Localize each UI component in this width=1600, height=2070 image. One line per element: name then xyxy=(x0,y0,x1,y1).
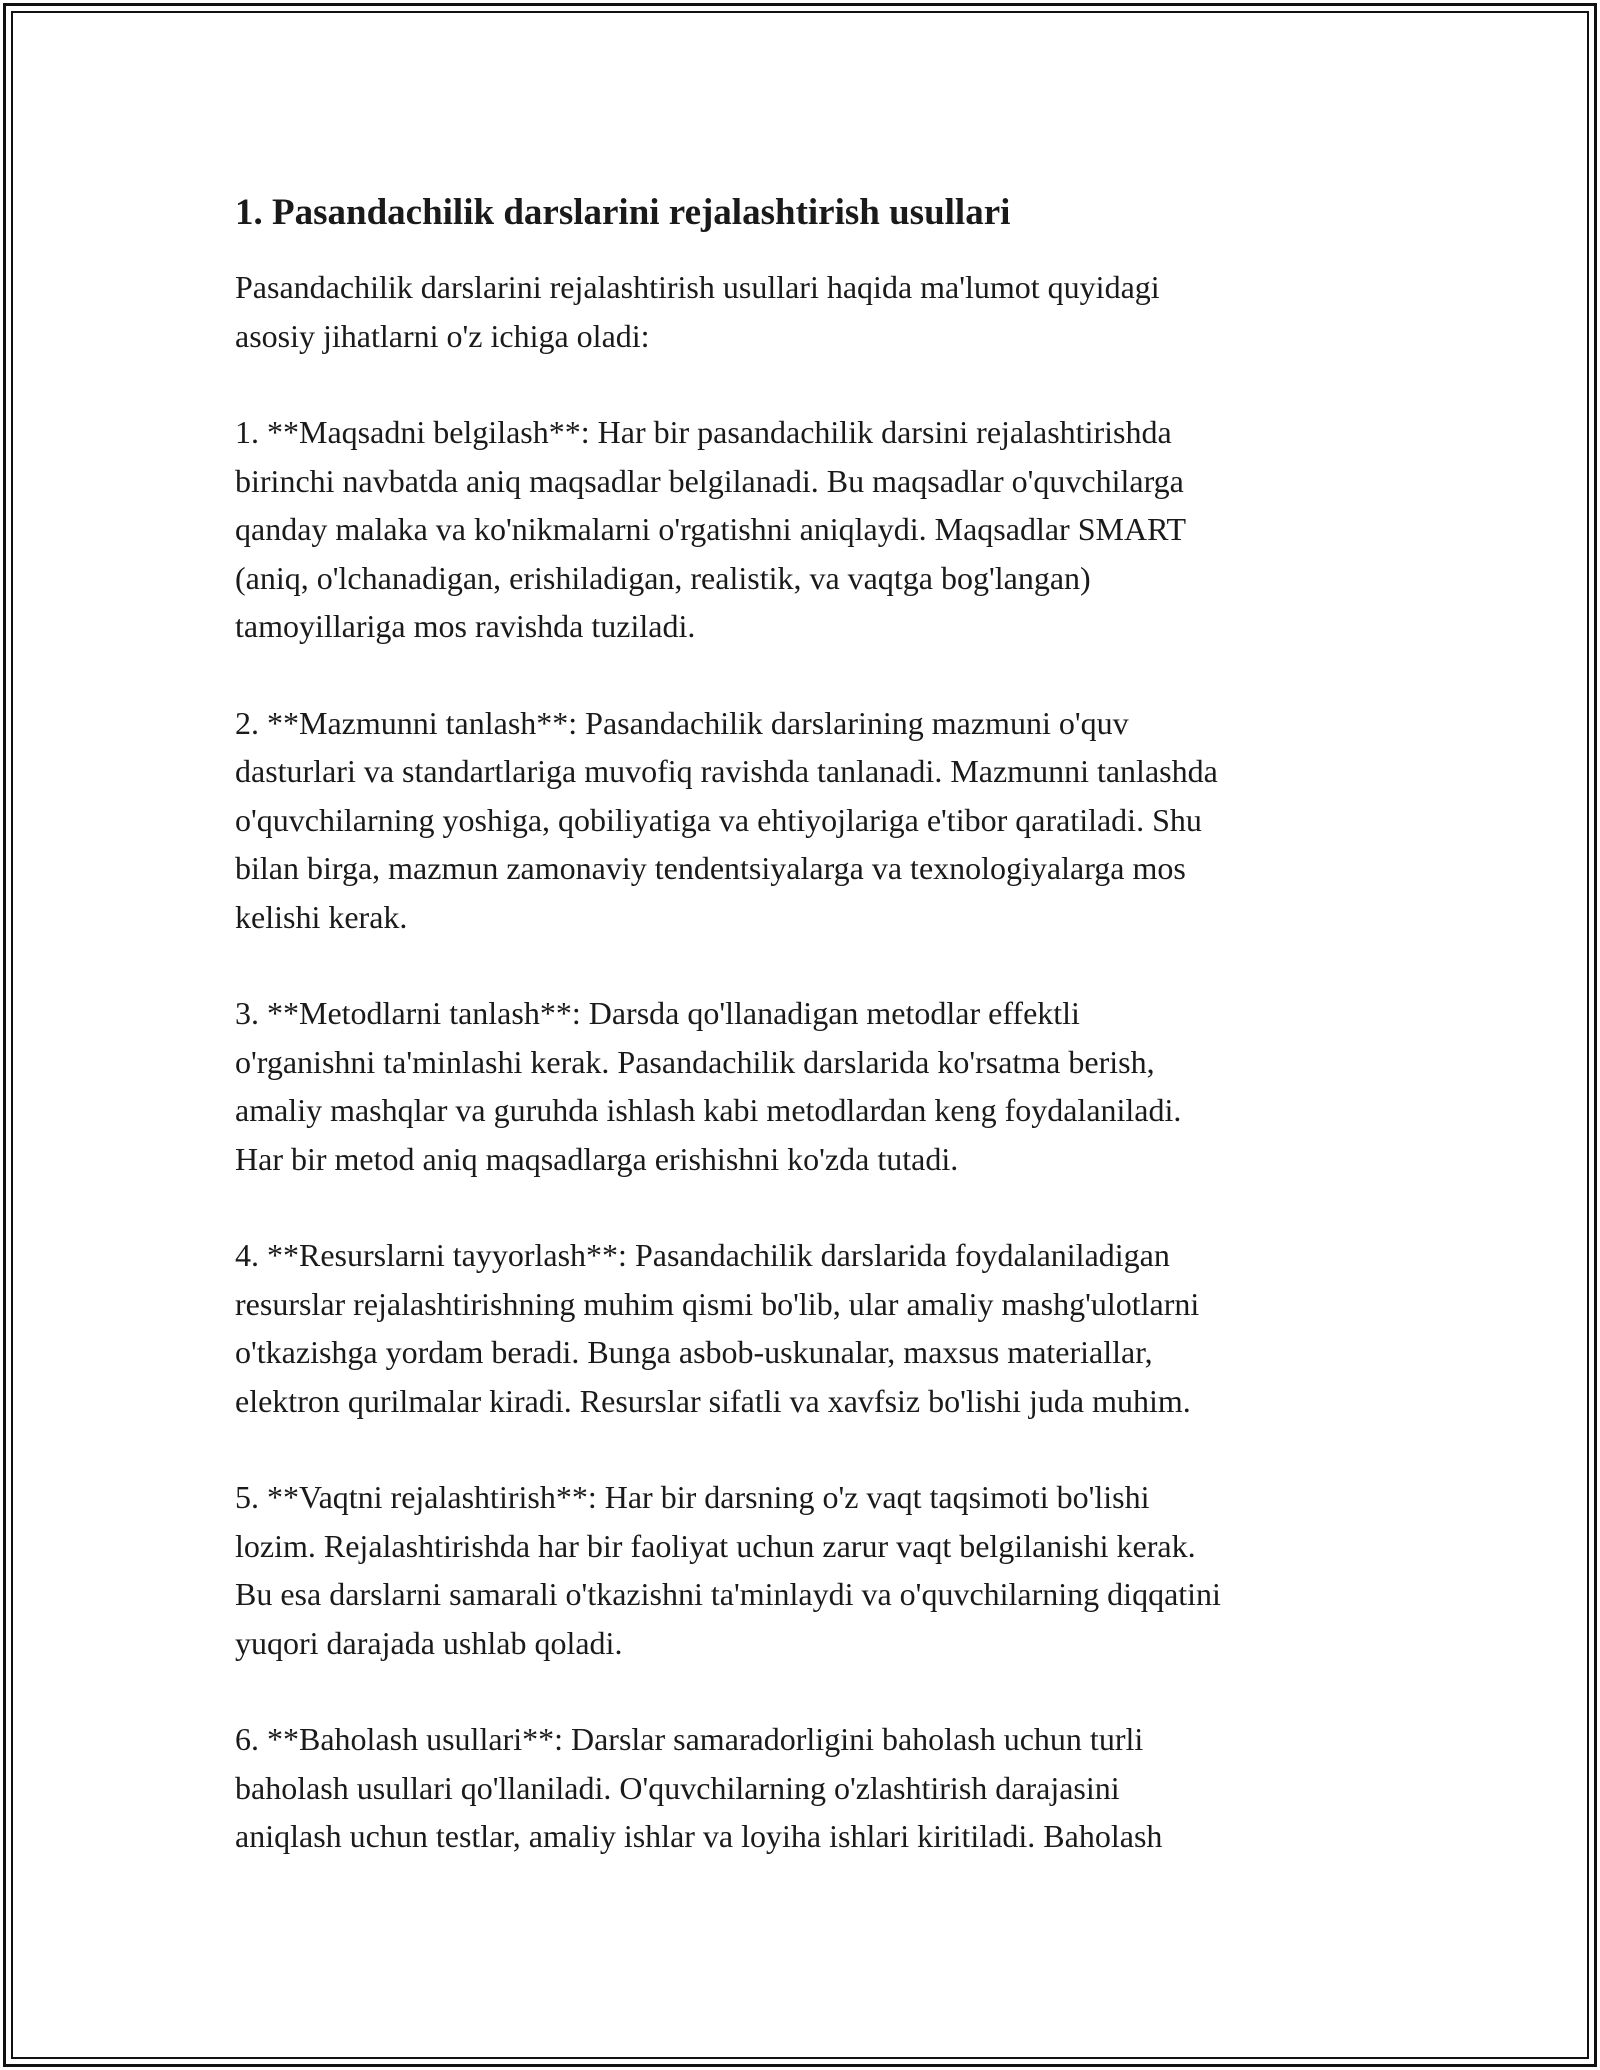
paragraph xyxy=(235,1231,1375,1425)
text-line: yuqori darajada ushlab qoladi. xyxy=(235,1624,623,1661)
text-line: 4. **Resurslarni tayyorlash**: Pasandachilik darslarida foydalaniladigan xyxy=(235,1237,1170,1273)
text-line: aniqlash uchun testlar, amaliy ishlar va loyiha ishlari kiritiladi. Baholash xyxy=(235,1818,1163,1854)
paragraph xyxy=(235,989,1375,1183)
text-line: resurslar rejalashtirishning muhim qismi bo'lib, ular amaliy mashg'ulotlarni xyxy=(235,1285,1200,1322)
text-line: qanday malaka va ko'nikmalarni o'rgatishni aniqlaydi. Maqsadlar SMART xyxy=(235,511,1187,547)
paragraph xyxy=(235,408,1375,651)
page-title: 1. Pasandachilik darslarini rejalashtirish usullari xyxy=(235,192,1011,233)
text-line: 3. **Metodlarni tanlash**: Darsda qo'llanadigan metodlar effektli xyxy=(235,995,1080,1031)
text-line: elektron qurilmalar kiradi. Resurslar sifatli va xavfsiz bo'lishi juda muhim. xyxy=(235,1382,1191,1419)
text-line: o'quvchilarning yoshiga, qobiliyatiga va ehtiyojlariga e'tibor qaratiladi. Shu xyxy=(235,801,1202,838)
text-line: Pasandachilik darslarini rejalashtirish usullari haqida ma'lumot quyidagi xyxy=(235,269,1160,305)
text-line: Bu esa darslarni samarali o'tkazishni ta'minlaydi va o'quvchilarning diqqatini xyxy=(235,1576,1221,1612)
text-line: tamoyillariga mos ravishda tuziladi. xyxy=(235,608,696,644)
text-line: 5. **Vaqtni rejalashtirish**: Har bir darsning o'z vaqt taqsimoti bo'lishi xyxy=(235,1479,1150,1515)
document-body xyxy=(235,185,1375,1909)
text-line: 1. **Maqsadni belgilash**: Har bir pasandachilik darsini rejalashtirishda xyxy=(235,414,1172,450)
text-line: birinchi navbatda aniq maqsadlar belgilanadi. Bu maqsadlar o'quvchilarga xyxy=(235,462,1184,499)
text-line: asosiy jihatlarni o'z ichiga oladi: xyxy=(235,317,650,354)
text-line: dasturlari va standartlariga muvofiq ravishda tanlanadi. Mazmunni tanlashda xyxy=(235,753,1218,789)
text-line: amaliy mashqlar va guruhda ishlash kabi metodlardan keng foydalaniladi. xyxy=(235,1092,1182,1128)
text-line: o'tkazishga yordam beradi. Bunga asbob-uskunalar, maxsus materiallar, xyxy=(235,1334,1153,1370)
text-line: 6. **Baholash usullari**: Darslar samaradorligini baholash uchun turli xyxy=(235,1721,1144,1757)
text-line: Har bir metod aniq maqsadlarga erishishni ko'zda tutadi. xyxy=(235,1140,959,1177)
text-line: lozim. Rejalashtirishda har bir faoliyat uchun zarur vaqt belgilanishi kerak. xyxy=(235,1527,1196,1564)
text-line: kelishi kerak. xyxy=(235,898,408,935)
text-line: baholash usullari qo'llaniladi. O'quvchilarning o'zlashtirish darajasini xyxy=(235,1769,1120,1806)
paragraph xyxy=(235,1473,1375,1667)
paragraph-list xyxy=(235,263,1375,1861)
text-line: bilan birga, mazmun zamonaviy tendentsiyalarga va texnologiyalarga mos xyxy=(235,850,1186,886)
text-line: 2. **Mazmunni tanlash**: Pasandachilik darslarining mazmuni o'quv xyxy=(235,704,1129,741)
text-line: o'rganishni ta'minlashi kerak. Pasandachilik darslarida ko'rsatma berish, xyxy=(235,1043,1155,1080)
text-line: (aniq, o'lchanadigan, erishiladigan, realistik, va vaqtga bog'langan) xyxy=(235,559,1091,596)
paragraph xyxy=(235,263,1375,360)
paragraph xyxy=(235,1715,1375,1861)
paragraph xyxy=(235,699,1375,942)
